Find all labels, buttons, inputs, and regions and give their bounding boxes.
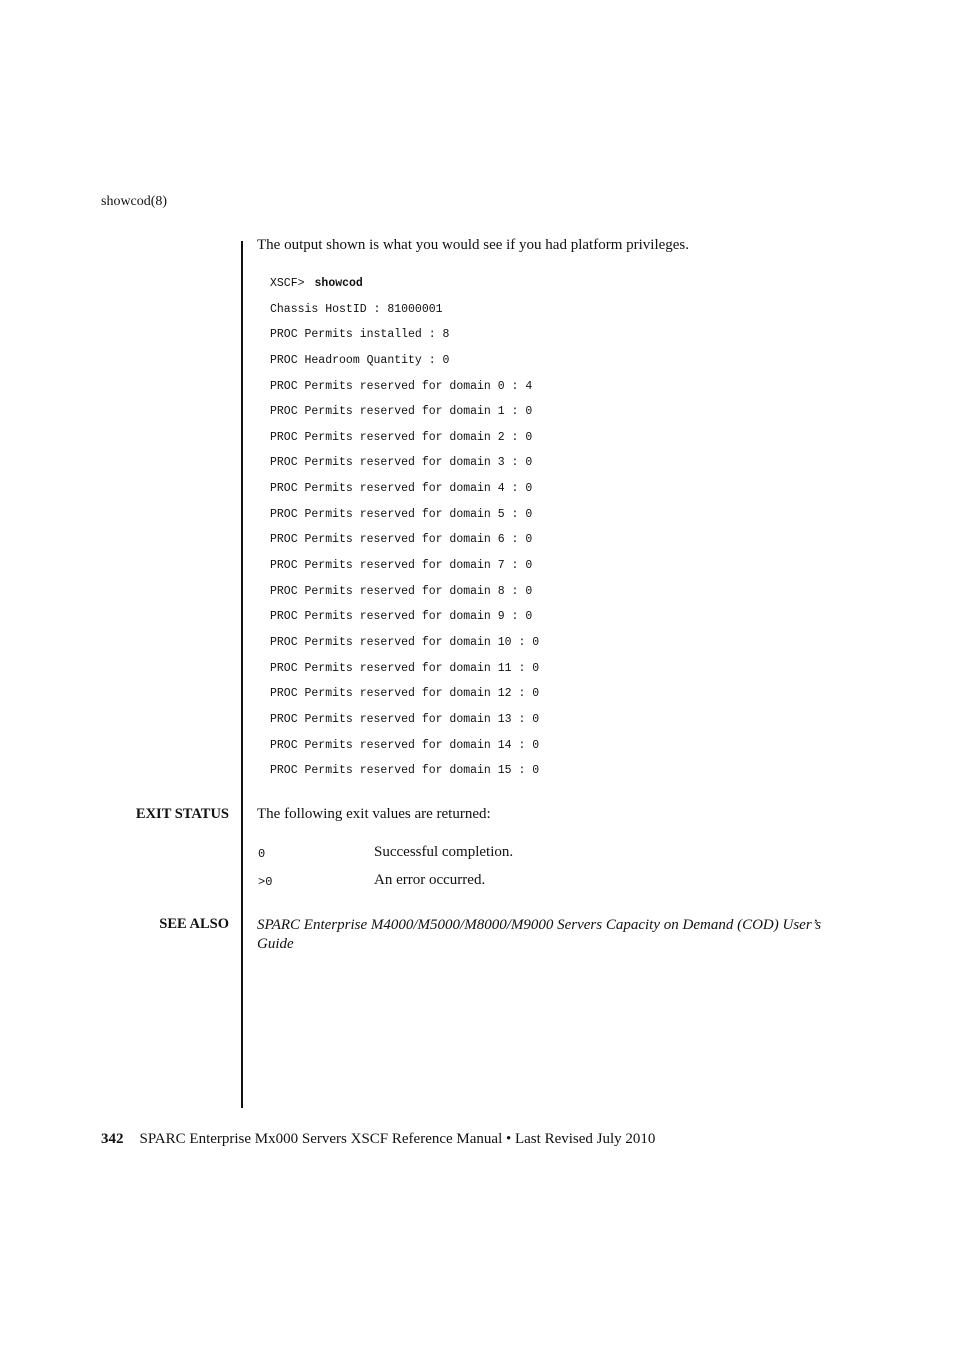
code-example — [270, 276, 539, 789]
page-footer — [101, 1131, 655, 1148]
output-line: PROC Permits reserved for domain 7 : 0 — [270, 559, 533, 573]
output-line: PROC Permits reserved for domain 1 : 0 — [270, 405, 533, 419]
output-lines — [270, 302, 539, 789]
output-line: PROC Permits reserved for domain 14 : 0 — [270, 738, 540, 752]
output-line: PROC Permits reserved for domain 4 : 0 — [270, 482, 533, 496]
prompt: XSCF> — [270, 277, 305, 290]
footer-title: SPARC Enterprise Mx000 Servers XSCF Reference Manual • Last Revised July 2010 — [139, 1131, 656, 1147]
output-line: PROC Permits reserved for domain 13 : 0 — [270, 712, 540, 726]
output-line: PROC Permits reserved for domain 2 : 0 — [270, 430, 533, 444]
page-number: 342 — [101, 1131, 124, 1147]
output-line: PROC Permits reserved for domain 10 : 0 — [270, 635, 540, 649]
output-line: PROC Permits reserved for domain 6 : 0 — [270, 533, 533, 547]
exit-status-intro: The following exit values are returned: — [257, 806, 491, 822]
output-line: PROC Permits reserved for domain 9 : 0 — [270, 610, 533, 624]
exit-status-heading: EXIT STATUS — [135, 806, 229, 822]
example-intro: The output shown is what you would see if you had platform privileges. — [257, 237, 690, 253]
output-line: PROC Permits reserved for domain 15 : 0 — [270, 764, 540, 778]
output-line: PROC Permits reserved for domain 12 : 0 — [270, 687, 540, 701]
output-line: PROC Permits reserved for domain 5 : 0 — [270, 507, 533, 521]
command: showcod — [314, 277, 363, 290]
output-line: PROC Permits reserved for domain 3 : 0 — [270, 456, 533, 470]
see-also-reference: SPARC Enterprise M4000/M5000/M8000/M9000 Servers Capacity on Demand (COD) User’s Guide — [257, 917, 822, 952]
exit-description: An error occurred. — [374, 872, 486, 888]
see-also-heading: SEE ALSO — [159, 916, 229, 932]
output-line: PROC Permits installed : 8 — [270, 328, 450, 342]
command-line — [270, 276, 539, 302]
exit-code: >0 — [258, 875, 273, 889]
section-rule — [241, 241, 243, 1108]
output-line: PROC Headroom Quantity : 0 — [270, 353, 450, 367]
output-line: PROC Permits reserved for domain 11 : 0 — [270, 661, 540, 675]
output-line: PROC Permits reserved for domain 8 : 0 — [270, 584, 533, 598]
exit-code: 0 — [258, 847, 266, 861]
running-head: showcod(8) — [101, 194, 168, 209]
output-line: PROC Permits reserved for domain 0 : 4 — [270, 379, 533, 393]
exit-description: Successful completion. — [374, 844, 514, 860]
output-line: Chassis HostID : 81000001 — [270, 302, 443, 316]
